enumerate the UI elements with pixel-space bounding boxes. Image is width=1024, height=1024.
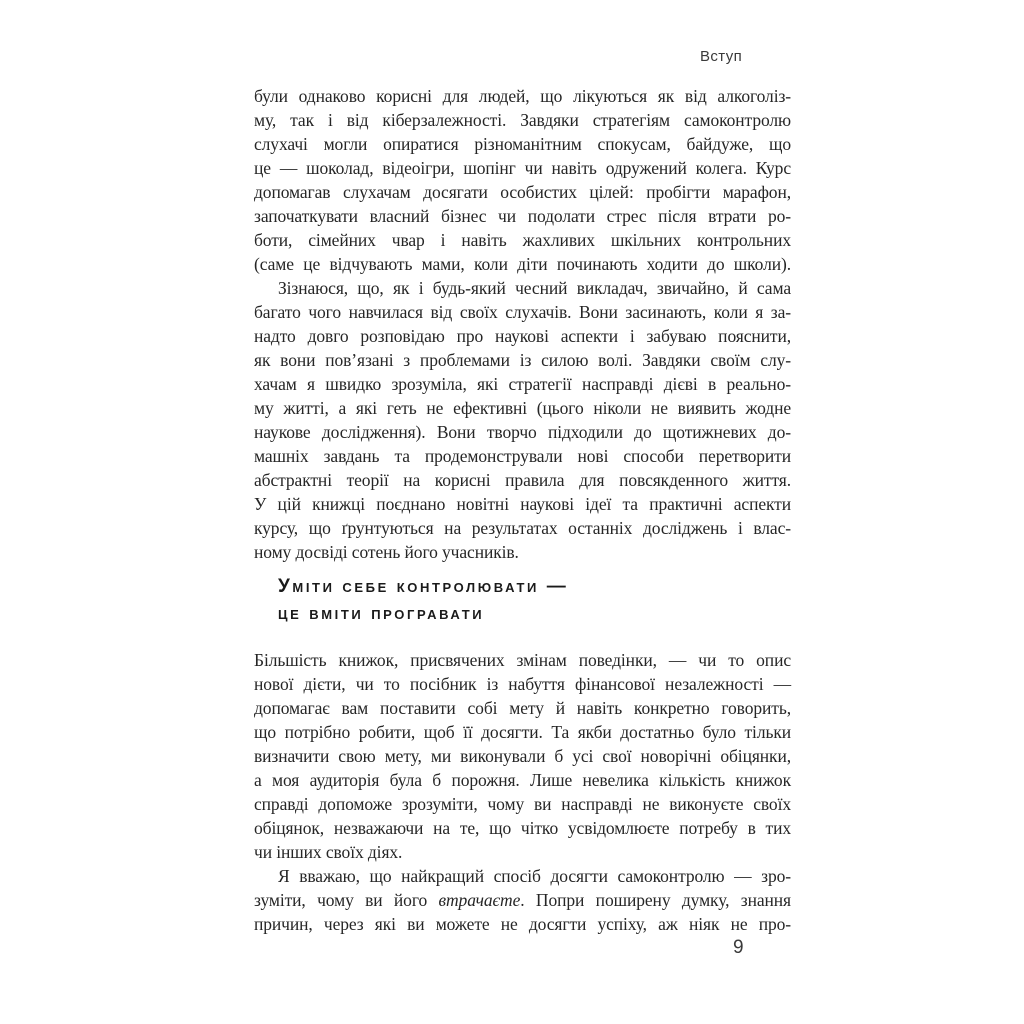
text-line: причин, через які ви можете не досягти успіху, аж ніяк не про- xyxy=(254,914,791,934)
text-line: це — шоколад, відеоігри, шопінг чи навіть одружений колега. Курс xyxy=(254,158,791,178)
text-line: му житті, а які геть не ефективні (цього ніколи не виявить жодне xyxy=(254,398,791,418)
text-segment: зуміти, чому ви його xyxy=(254,890,439,910)
text-line: му, так і від кіберзалежності. Завдяки стратегіям самоконтролю xyxy=(254,110,791,130)
section-heading xyxy=(278,573,791,627)
text-line: що потрібно робити, щоб її досягти. Та якби достатньо було тільки xyxy=(254,722,791,742)
text-line: були однаково корисні для людей, що лікуються як від алкоголіз- xyxy=(254,86,791,106)
paragraph xyxy=(254,864,791,936)
italic-text: втрачаєте xyxy=(438,890,521,910)
text-line: машніх завдань та продемонстрували нові способи перетворити xyxy=(254,446,791,466)
text-line: нової дієти, чи то посібник із набуття фінансової незалежності — xyxy=(254,674,791,694)
text-line: а моя аудиторія була б порожня. Лише невелика кількість книжок xyxy=(254,770,791,790)
text-line: допомагав слухачам досягати особистих цілей: пробігти марафон, xyxy=(254,182,791,202)
running-header: Вступ xyxy=(700,48,743,65)
text-line: У цій книжці поєднано новітні наукові ідеї та практичні аспекти xyxy=(254,494,791,514)
text-line: чи інших своїх діях. xyxy=(254,842,403,862)
text-line: ному досвіді сотень його учасників. xyxy=(254,542,519,562)
paragraph-continuation xyxy=(254,84,791,276)
text-line: абстрактні теорії на корисні правила для повсякденного життя. xyxy=(254,470,791,490)
text-line: (саме це відчувають мами, коли діти починають ходити до школи). xyxy=(254,254,791,274)
text-line: багато чого навчилася від своїх слухачів. Вони засинають, коли я за- xyxy=(254,302,791,322)
text-line: допомагає вам поставити собі мету й навіть конкретно говорить, xyxy=(254,698,791,718)
page-number: 9 xyxy=(733,937,744,958)
text-line xyxy=(254,888,791,912)
text-line: надто довго розповідаю про наукові аспекти і забуваю пояснити, xyxy=(254,326,791,346)
text-line: курсу, що ґрунтуються на результатах останніх досліджень і влас- xyxy=(254,518,791,538)
text-line: боти, сімейних чвар і навіть жахливих шкільних контрольних xyxy=(254,230,791,250)
paragraph xyxy=(254,276,791,564)
text-column xyxy=(254,84,791,936)
section-heading-line: це вміти програвати xyxy=(278,603,485,624)
text-line: Більшість книжок, присвячених змінам поведінки, — чи то опис xyxy=(254,650,791,670)
paragraph xyxy=(254,648,791,864)
text-line: слухачі могли опиратися різноманітним спокусам, байдуже, що xyxy=(254,134,791,154)
text-line: як вони пов’язані з проблемами із силою волі. Завдяки своїм слу- xyxy=(254,350,791,370)
text-line: справді допоможе зрозуміти, чому ви насправді не виконуєте своїх xyxy=(254,794,791,814)
text-line: визначити свою мету, ми виконували б усі свої новорічні обіцянки, xyxy=(254,746,791,766)
text-line: Я вважаю, що найкращий спосіб досягти самоконтролю — зро- xyxy=(278,866,791,886)
text-segment: . Попри поширену думку, знання xyxy=(520,890,791,910)
text-line: наукове дослідження). Вони творчо підходили до щотижневих до- xyxy=(254,422,791,442)
text-line: хачам я швидко зрозуміла, які стратегії насправді дієві в реально- xyxy=(254,374,791,394)
text-line: обіцянок, незважаючи на те, що чітко усвідомлюєте потребу в тих xyxy=(254,818,791,838)
section-heading-line: Уміти себе контролювати — xyxy=(278,576,569,597)
text-line: започаткувати власний бізнес чи подолати стрес після втрати ро- xyxy=(254,206,791,226)
text-line: Зізнаюся, що, як і будь-який чесний викладач, звичайно, й сама xyxy=(278,278,791,298)
